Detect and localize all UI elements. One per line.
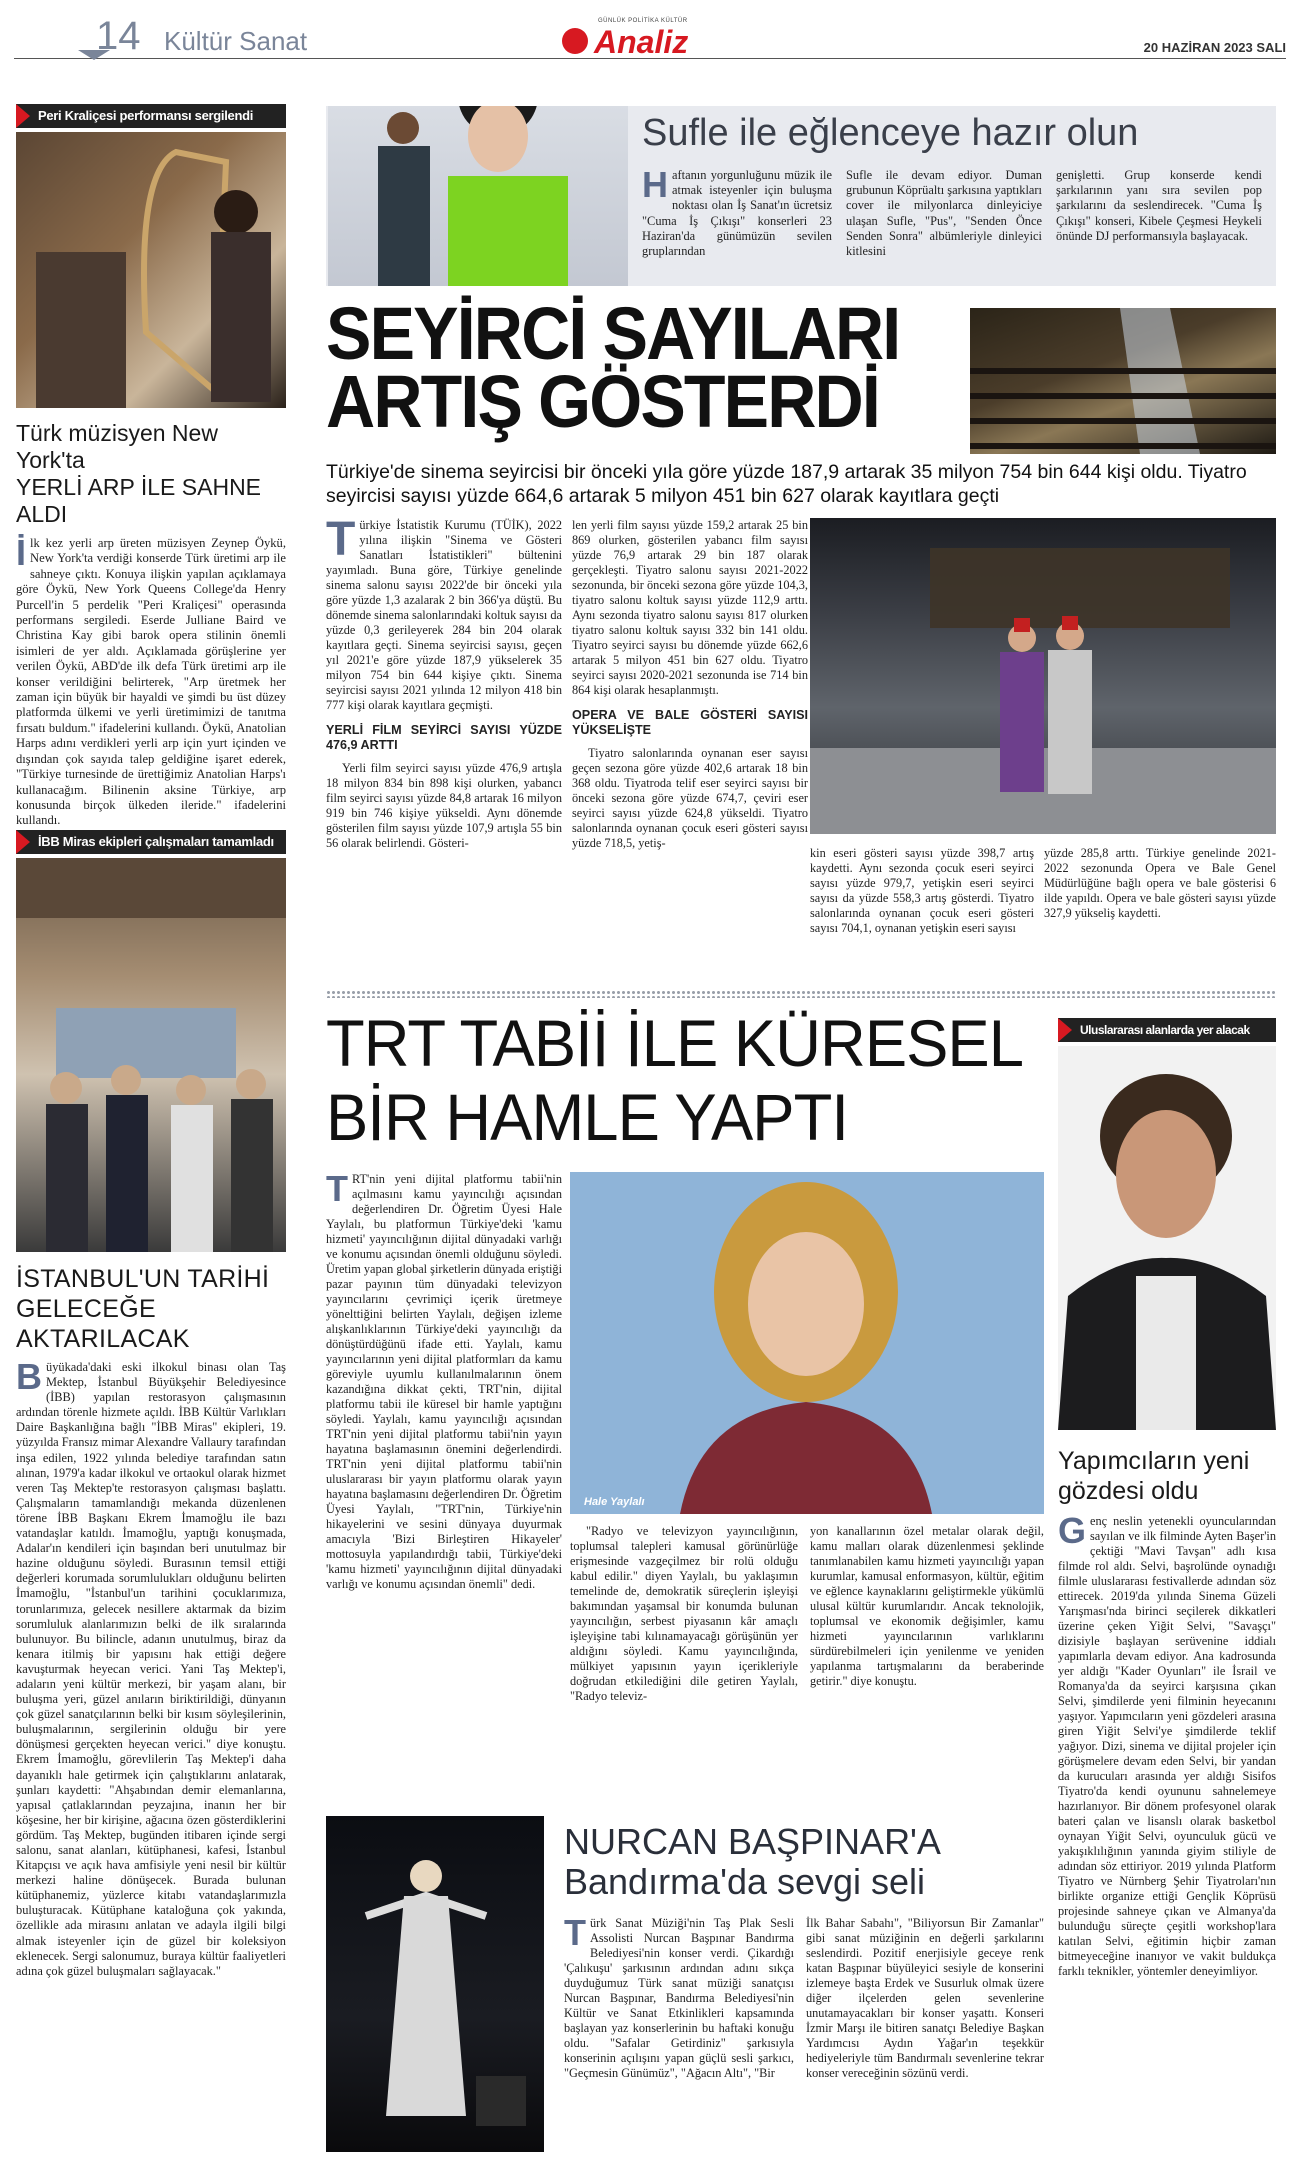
seyirci-sub2: OPERA VE BALE GÖSTERİ SAYISI YÜKSELİŞTE (572, 708, 808, 737)
article-selvi-text: enç neslin yetenekli oyuncularından sayılan ve ilk filminde Ayten Başer'in çektiği "Mavi Tavşan" adlı kısa filmde rol aldı. Selvi, başrolünde oynadığı filmle uluslararası festivallerde adından söz ettirecek. 2019'da yılında Sinema Güzeli Yarışması'nda birinci seçilerek dikkatleri üzerine çeken Yiğit Selvi, "Savaşçı" dizisiyle başlayan serüvenine iddialı yapımlarla devam ediyor. Ana kadrosunda yer aldığı "Kader Oyunları" ile İsrail ve Romanya'da da seyirci karşısına çıkan Selvi, şimdilerde yeni filminin heyecanını yaşıyor. Yapımcıların yeni gözdeleri arasına giren Yiğit Selvi'ye şimdilerde teklif yağıyor. Dizi, sinema ve dijital projeler için görüşmelere devam eden Selvi, bir yandan da kurucuları arasında yer aldığı Sisifos Tiyatro'da kendi oyununu sahnelemeye hazırlanıyor. Bir dönem profesyonel olarak bateri çalan ve lisanslı olarak basketbol oynayan Yiğit Selvi, oyunculuk gücü ve yakışıklılığının yanında giyim stiliyle de adından söz ettiriyor. 2019 yılında Platform Tiyatro ve Nürnberg Şehir Tiyatroları'nın birlikte organize ettiği Gençlik Köprüsü projesinde sahneye çıkan ve Almanya'da bulunduğu süreçte çeşitli workshop'lara katılan Selvi, eğitimin hiçbir zaman bitmeyeceğine inanıyor ve vakit buldukça farklı teknikler, yöntemler deneyimliyor. (1058, 1514, 1276, 1978)
seyirci-col2-text: len yerli film sayısı yüzde 159,2 artarak 25 bin 869 olurken, gösterilen yabancı film sayısı yüzde 76,9 artarak 29 bin 187 olarak gerçekleşti. Tiyatro salonu sayısı 2021-2022 sezonunda, bir önceki sezona göre yüzde 104,3, tiyatro salonu koltuk sayısı yüzde 112,9 arttı. Aynı sezonda tiyatro salonu sayısı 817 olurken tiyatro salonu koltuk sayısı 332 bin 141 oldu. Tiyatro seyirci sayısı bu dönemde yüzde 662,6 artarak 5 milyon 451 bin 627 oldu. Tiyatro seyirci sayısı 2020-2021 sezonunda ise 714 bin 864 kişi olarak hesaplanmıştı. (572, 518, 808, 697)
sufle-col3: genişletti. Grup konserde kendi şarkılarının yanı sıra sevilen pop şarkılarını da seslendirecek. "Cuma İş Çıkışı" konseri, Kibele Çeşmesi Heykeli önünde DJ performansıyla başlayacak. (1056, 168, 1262, 243)
article-harp-title-line2: YERLİ ARP İLE SAHNE ALDI (16, 474, 262, 527)
nurcan-title-line1: NURCAN BAŞPINAR'A (564, 1821, 941, 1862)
nurcan-dropcap: T (564, 1912, 586, 1953)
harp-icon (16, 132, 286, 408)
seyirci-headline-line1: SEYİRCİ SAYILARI (326, 292, 900, 375)
trt-headline-line2: BİR HAMLE YAPTI (326, 1080, 848, 1154)
article-harp (16, 104, 286, 828)
nurcan-col1 (564, 1912, 794, 2081)
logo-text: Analiz (594, 24, 689, 60)
article-tas-mektep-title (16, 1264, 286, 1354)
article-harp-text: lk kez yerli arp üreten müzisyen Zeynep Öykü, New York'ta verdiği konserde Türk üretimi arp ile sahneye çıktı. Konuya ilişkin yapılan açıklamaya göre Öykü, New York Queens College'da Henry Purcell'in 5 perdelik "Peri Kraliçesi" operasında performans sergiledi. Eserde Julliane Baird ve Christina Kay gibi barok opera stilinin önemli isimleri de yer aldı. Açıklamada görüşlerine yer verilen Öykü, ABD'de ilk defa Türk üretimi arp ile konser verildiğini belirterek, "Arp üretmek her zaman için büyük bir hayaldi ve şimdi bu üst düzey platformda ülkemi ve yerli üretimimizi de tanıtma fırsatı buldum." ifadelerini kullandı. Öykü, Anatolian Harps adını verdikleri yerli arp için yurt içinden ve dışından çok sayıda talep geldiğine işaret ederek, "Türkiye turnesinde de ürettiğimiz Anatolian Harps'ı kullanacağım. Bilinenin aksine Türkiye, arp konusunda birçok ülkeden ileride." ifadelerini kullandı. (16, 536, 286, 828)
article-tas-mektep-title-line2: GELECEĞE AKTARILACAK (16, 1295, 190, 1353)
trt-headline-line1: TRT TABİİ İLE KÜRESEL (326, 1006, 1024, 1080)
article-selvi-title-line1: Yapımcıların yeni (1058, 1447, 1250, 1475)
sufle-col1-text: aftanın yorgunluğunu müzik ile atmak isteyenler için buluşma noktası olan İş Sanat'ın ücretsiz "Cuma İş Çıkışı" konserleri 23 Haziran'da günümüzün sevilen gruplarından (642, 168, 832, 259)
article-harp-title-line1: Türk müzisyen New York'ta (16, 420, 218, 473)
logo-tagline: GÜNLÜK POLİTİKA KÜLTÜR (598, 18, 688, 24)
nurcan-title-line2: Bandırma'da sevgi seli (564, 1861, 926, 1902)
article-nurcan (326, 1816, 1044, 2156)
seyirci-deck: Türkiye'de sinema seyircisi bir önceki yıla göre yüzde 187,9 artarak 35 milyon 754 bin 644 kişi oldu. Tiyatro seyircisi sayısı yüzde 664,6 artarak 5 milyon 451 bin 627 olarak kayıtlara geçti (326, 461, 1247, 507)
article-seyirci (326, 292, 1276, 990)
crowd-icon (16, 858, 286, 1252)
article-tas-mektep-dropcap: B (16, 1356, 42, 1397)
section-name: Kültür Sanat (164, 26, 308, 56)
seyirci-headline-line2: ARTIŞ GÖSTERDİ (326, 360, 879, 443)
article-tas-mektep-kicker: İBB Miras ekipleri çalışmaları tamamladı (16, 830, 286, 854)
article-harp-dropcap: İ (16, 532, 27, 573)
page-header (14, 14, 1286, 66)
seyirci-col3: kin eseri gösteri sayısı yüzde 398,7 artış kaydetti. Aynı sezonda çocuk eseri seyirci sayısı yüzde 979,7, yetişkin eseri seyirci sayısı da yüzde 558,3 artış gösterdi. Tiyatro salonlarında oynanan çocuk eseri gösteri sayısı 704,1, oynanan yetişkin eseri sayısı (810, 846, 1034, 935)
nurcan-title (564, 1822, 1044, 1902)
band-members-icon (328, 106, 628, 286)
article-tas-mektep-body (16, 1356, 286, 1979)
hale-yaylali-caption: Hale Yaylalı (584, 1496, 645, 1508)
article-selvi-title (1058, 1446, 1276, 1506)
article-selvi (1058, 1018, 1276, 2148)
seyirci-col4: yüzde 285,8 arttı. Türkiye genelinde 2021-2022 sezonunda Opera ve Bale Genel Müdürlüğüne bağlı opera ve bale gösterisi 6 ilde yapıldı. Opera ve bale gösteri sayısı yüzde 327,9 yükseliş kaydetti. (1044, 846, 1276, 920)
nurcan-baspinar-photo (326, 1816, 544, 2152)
yigit-selvi-photo (1058, 1046, 1276, 1430)
article-selvi-body (1058, 1510, 1276, 1979)
cinema-seats-icon (970, 308, 1276, 454)
page-number-chevron (78, 50, 110, 60)
article-trt (326, 1006, 1044, 1806)
seyirci-dropcap: T (326, 513, 356, 566)
seyirci-col1-text: ürkiye İstatistik Kurumu (TÜİK), 2022 yılına ilişkin "Sinema ve Gösteri Sanatları İstatistikleri" bültenini yayımladı. Buna göre, Türkiye genelinde sinema salonu sayısı 2022'de bir önceki yıla göre yüzde 1,3 azalarak 2 bin 366'ya düştü. Bu dönemde sinema salonlarındaki koltuk sayısı da yüzde 0,3 gerileyerek 284 bin 204 olarak kayıtlara geçti. Sinema seyircisi sayısı, geçen yıl 2021'e göre yüzde 187,9 yükselerek 35 milyon 754 bin 644 kişiye çıktı. Sinema seyircisi sayısı 2021 yılında 12 milyon 418 bin 777 kişi olarak kayıtlara geçmişti. (326, 518, 562, 712)
article-harp-title (16, 420, 286, 528)
trt-col2: "Radyo ve televizyon yayıncılığının, toplumsal talepleri kamusal görünürlüğe erişmesinde vazgeçilmez bir rolü olduğu kabul edilir." diyen Yaylalı, bu yaklaşımın temelinde de, demokratik süreçlerin işleyişi bakımından yaşamsal bir konumda bulunan yayıncılığın, serbest piyasanın kâr amaçlı işleyişine tabi kılınamayacağı görüşünün yer aldığını söyledi. Kamu yayıncılığında, mülkiyet yapısının yayın içerikleriyle doğrudan etkilediğini dile getiren Yaylalı, "Radyo televiz- (570, 1524, 798, 1703)
nurcan-col2: İlk Bahar Sabahı", "Biliyorsun Bir Zamanlar" gibi sanat müziğinin en değerli şarkılarını seslendirdi. Pozitif enerjisiyle geceye renk katan Başpınar büyüleyici sesiyle de konserini izlemeye başta Erdek ve Susurluk olmak üzere diğer ilçelerden gelen sevenlerine unutamayacakları bir konser yaşattı. Konseri İzmir Marşı ile bitiren sanatçı Belediye Başkan Yardımcısı Aydın Yağar'ın teşekkür hediyeleriyle tüm Bandırmalı sevenlerine tekrar konser vereceğinin sözünü verdi. (806, 1916, 1044, 2080)
harp-photo (16, 132, 286, 408)
trt-col3: yon kanallarının özel metalar olarak değil, kamu malları olarak düzenlenmesi şeklinde tanımlanabilen kamu hizmeti yayıncılığı yapan kurumlar, kamusal enformasyon, kültür, eğitim ve eğlence kaynaklarını geliştirmekle yükümlü ulusal kültür kurumlarıdır. Ancak teknolojik, toplumsal ve ekonomik değişimler, kamu hizmeti yayıncılarının varlıklarını sürdürebilmeleri için yenilenme ve yeniden yapılanma tartışmalarını da beraberinde getirir." diye konuştu. (810, 1524, 1044, 1688)
trt-col1-text: RT'nin yeni dijital platformu tabii'nin açılmasını kamu yayıncılığı açısından değerlendiren Dr. Öğretim Üyesi Hale Yaylalı, bu platformun Türkiye'deki 'kamu hizmeti' yayıncılığının dijital dünyadaki varlığı ve konumu açısından önemli olduğunu söyledi. Üretim yapan global şirketlerin dünyada eriştiği pazar payının tüm dünyadaki televizyon yayıncılarını çevrimiçi içerik üretmeye yönelttiğini belirten Yaylalı, değişen izleme alışkanlıklarının Türkiye'deki yayıncılığı da dönüştürdüğünü ifade etti. Yaylalı, kamu yayıncılarının yeni dijital platformları da kamu göreviyle uyumlu kullanılmalarının önem kazandığına dikkat çekti, TRT'nin, dijital platformu tabii ile küresel bir hamle yaptığını söyledi. Yaylalı, kamu yayıncılığı açısından TRT'nin yeni dijital platformu tabii'nin yayın hayatına başlamasının önemini değerlendirdi. TRT'nin yeni dijital platformu tabii'nin uluslararası bir yayın platformu olarak yayın hayatına başlamasını değerlendiren Dr. Öğretim Üyesi Yaylalı, "TRT'nin, Türkiye'nin hikayelerini ve sesini dünyaya duyurmak amacıyla 'Bizi Birleştiren Hikayeler' mottosuyla yapılandırdığı tabii, Türkiye'deki 'kamu hizmeti' yayıncılığının dijital dünyadaki varlığı ve konumu açısından önemli" dedi. (326, 1172, 562, 1591)
sufle-title: Sufle ile eğlenceye hazır olun (642, 112, 1139, 154)
article-tas-mektep (16, 830, 286, 2150)
trt-col1 (326, 1168, 562, 1592)
seyirci-sub1: YERLİ FİLM SEYİRCİ SAYISI YÜZDE 476,9 ARTTI (326, 723, 562, 752)
article-harp-kicker: Peri Kraliçesi performansı sergilendi (16, 104, 286, 128)
seyirci-col2 (572, 518, 808, 851)
hale-yaylali-photo (570, 1172, 1044, 1514)
trt-headline (326, 1006, 1024, 1154)
seyirci-col1 (326, 513, 562, 850)
article-harp-body (16, 532, 286, 829)
seyirci-col2b: Tiyatro salonlarında oynanan eser sayısı geçen sezona göre yüzde 402,6 artarak 18 bin 368 oldu. Tiyatroda telif eser seyirci sayısı bir önceki sezona göre yüzde 674,7, çeviri eser seyirci sayısı yüzde 624,8 yükseldi. Tiyatro salonlarında oynanan çocuk eseri gösteri sayısı yüzde 718,5, yetiş- (572, 746, 808, 850)
article-tas-mektep-text: üyükada'daki eski ilkokul binası olan Taş Mektep, İstanbul Büyükşehir Belediyesince (İBB) yapılan restorasyon çalışmasının ardından törenle hizmete açıldı. İBB Kültür Varlıkları Daire Başkanlığına bağlı "İBB Miras" ekipleri, 19. yüzyılda Fransız mimar Alexandre Vallaury tarafından inşa edilen, 1922 yılında belediye tarafından satın alınan, 1979'a kadar ilkokul ve ortaokul olarak hizmet veren Taş Mektep'te restorasyon çalışması başlattı. Çalışmaların tamamlandığı mekanda düzenlenen törene İBB Başkanı Ekrem İmamoğlu ile bazı vatandaşlar katıldı. İmamoğlu, yaptığı konuşmada, Adalar'ın kendileri için başından beri unutulmaz bir hazine olduğunu söyledi. Burasının temsil ettiği değerleri korumada sorumlulukları olduğunu belirten İmamoğlu, "İstanbul'un tarihini çocuklarımıza, torunlarımıza, gelecek nesillere aktarmak da bizim sorumluluk alanlarımızın belki de ilk sıralarında bulunuyor. Bu bilincle, adanın unutulmuş, biraz da kenara itilmiş bir yapısını hak ettiği değere kavuşturmak heyecan verici. Yani Taş Mektep'i, adaların yeni kültür merkezi, bir yaşam alanı, bir buluşma yeri, güzel anıların biriktirildiği, dünyanın çok güzel sanatçılarının belki bir kısım söyleşilerinin, buluşmalarının, sergilerinin olduğu bir yere dönüşmesi gerçekten heyecan verici." diye konuştu. Ekrem İmamoğlu, görevlilerin Taş Mektep'i daha dayanıklı hale getirmek için çalıştıklarını anlatarak, şunları kaydetti: "Ahşabından demir elemanlarına, yapısal çatlaklarından peyzajına, inanın her bir köşesine, her bir kirişine, ağacına özen gösterdiklerini gördüm. Taş Mektep, bugünden itibaren içinde sergi salonu, sanat alanları, kütüphanesi, kafesi, İstanbul Kitapçısı ve açık hava amfisiyle yeni nesil bir kültür merkezi haline dönüşecek. Burada bulunan kütüphanemiz, yüzlerce kitabı vatandaşlarımızla buluşturacak. Kütüphane kataloğuna çok yakında, özellikle ada mirasını anlatan ve adayla ilgili bilgi almak isteyenler için de güzel bir koleksiyon eklenecek. Sergi salonumuz, buraya kültür faaliyetleri adına çok güzel buluşmaları sağlayacak." (16, 1360, 286, 1978)
portrait-woman-icon (570, 1172, 1044, 1514)
trt-dropcap: T (326, 1168, 348, 1209)
seyirci-col1b: Yerli film seyirci sayısı yüzde 476,9 artışla 18 milyon 834 bin 898 kişi olurken, yabancı film seyirci sayısı yüzde 84,8 artarak 16 milyon 919 bin 746 kişiye yükseldi. Aynı dönemde gösterilen film sayısı yüzde 107,9 artışla 55 bin 56 olarak belirlendi. Gösteri- (326, 761, 562, 850)
sufle-dropcap: H (642, 164, 668, 205)
article-sufle (326, 106, 1276, 286)
section-divider (326, 990, 1276, 998)
page-number: 14 (96, 14, 141, 58)
singer-on-stage-icon (326, 1816, 544, 2152)
logo (562, 18, 772, 58)
portrait-man-icon (1058, 1046, 1276, 1430)
stage-actors-icon (810, 518, 1276, 834)
seyirci-headline (326, 292, 915, 443)
tas-mektep-photo (16, 858, 286, 1252)
cinema-hall-photo (970, 308, 1276, 454)
sufle-col1 (642, 164, 832, 259)
sufle-col2: Sufle ile devam ediyor. Duman grubunun Köprüaltı şarkısına yaptıkları cover ile milyonlarca dinleyiciye ulaşan Sufle, "Pus", "Senden Önce Senden Sonra" albümleriyle dinleyici kitlesini (846, 168, 1042, 259)
article-selvi-kicker: Uluslararası alanlarda yer alacak (1058, 1018, 1276, 1042)
theatre-stage-photo (810, 518, 1276, 834)
article-selvi-dropcap: G (1058, 1510, 1087, 1551)
issue-date: 20 HAZİRAN 2023 SALI (1143, 40, 1286, 55)
article-selvi-title-line2: gözdesi oldu (1058, 1477, 1199, 1505)
sufle-photo (328, 106, 628, 286)
article-tas-mektep-title-line1: İSTANBUL'UN TARİHİ (16, 1265, 270, 1293)
logo-swirl-icon (562, 28, 588, 54)
nurcan-col1-text: ürk Sanat Müziği'nin Taş Plak Sesli Assolisti Nurcan Başpınar Bandırma Belediyesi'nin konser verdi. Çikardığı 'Çalıkuşu' şarkısının ardından adını sıkça duyduğumuz Türk sanat müziği sanatçısı Nurcan Başpınar, Bandırma Belediyesi'nin Kültür ve Sanat Etkinlikleri kapsamında başlayan yaz konserlerinin bu haftaki konuğu oldu. "Safalar Getirdiniz" şarkısıyla konserinin açılışını yapan güçlü sesli şarkıcı, "Geçmesin Günümüz", "Ağacın Altı", "Bir (564, 1916, 794, 2080)
